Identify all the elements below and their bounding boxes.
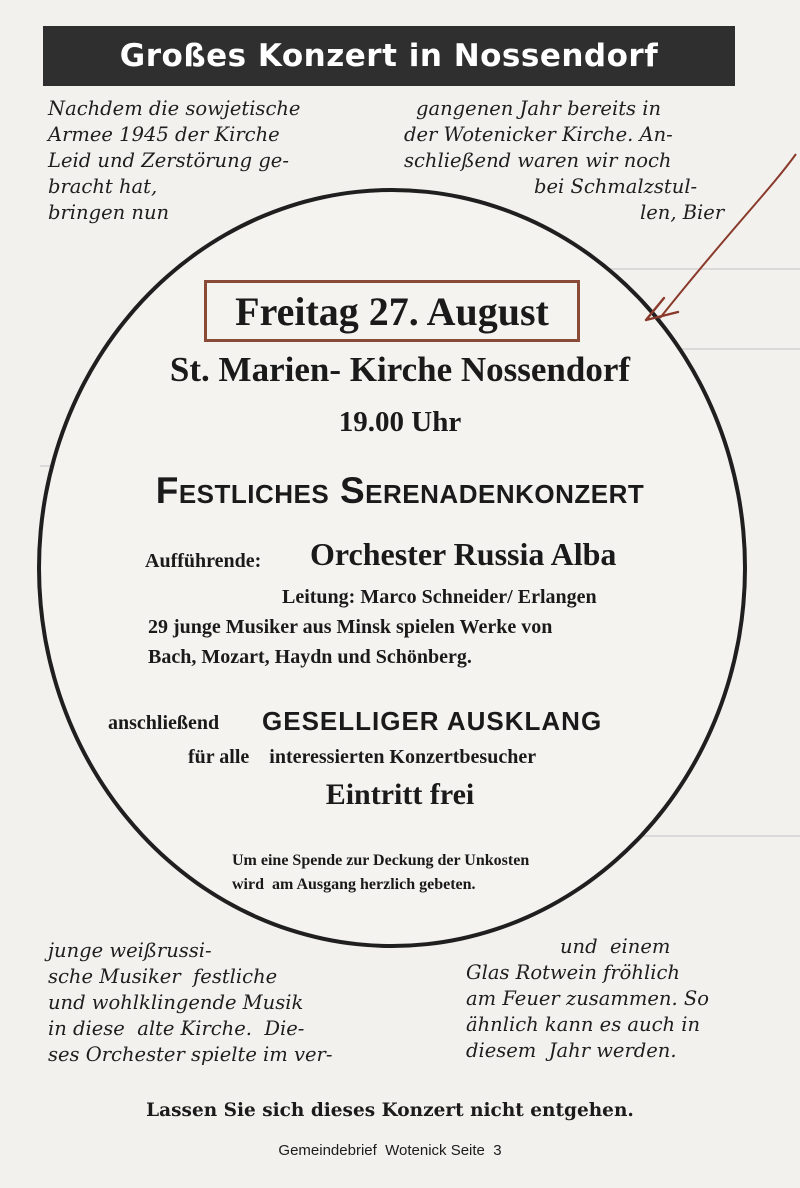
event-venue: St. Marien- Kirche Nossendorf [169, 350, 631, 389]
text-line: schließend waren wir noch [404, 149, 672, 172]
text-line: in diese alte Kirche. Die- [48, 1017, 305, 1040]
afterwards-title: GESELLIGER AUSKLANG [262, 706, 603, 736]
text-line: len, Bier [640, 201, 725, 224]
admission: Eintritt frei [325, 778, 475, 811]
afterwards-label: anschließend [108, 712, 220, 734]
text-line: gangenen Jahr bereits in [416, 97, 662, 120]
audience-line: für alle interessierten Konzertbesucher [188, 746, 537, 768]
text-line: am Feuer zusammen. So [466, 987, 709, 1010]
text-line: bracht hat, [48, 175, 158, 198]
text-line: bringen nun [48, 201, 170, 224]
donation-line: Um eine Spende zur Deckung der Unkosten [232, 852, 530, 869]
donation-line: wird am Ausgang herzlich gebeten. [232, 876, 476, 893]
text-line: Armee 1945 der Kirche [48, 123, 280, 146]
text-line: diesem Jahr werden. [466, 1039, 677, 1062]
text-line: ähnlich kann es auch in [466, 1013, 701, 1036]
event-time: 19.00 Uhr [338, 406, 462, 438]
program-line: Bach, Mozart, Haydn und Schönberg. [148, 646, 472, 668]
event-title: Festliches Serenadenkonzert [155, 470, 645, 511]
page-footer: Gemeindebrief Wotenick Seite 3 [278, 1142, 502, 1159]
text-line: und einem [560, 935, 671, 958]
hand-drawn-arrow-icon [620, 150, 800, 350]
text-line: junge weißrussi- [48, 939, 212, 962]
text-line: und wohlklingende Musik [48, 991, 304, 1014]
text-line: der Wotenicker Kirche. An- [404, 123, 673, 146]
program-line: 29 junge Musiker aus Minsk spielen Werke von [148, 616, 553, 638]
closing-line: Lassen Sie sich dieses Konzert nicht entgehen. [146, 1100, 634, 1121]
text-line: ses Orchester spielte im ver- [48, 1043, 333, 1066]
text-line: sche Musiker festliche [48, 965, 278, 988]
text-line: Leid und Zerstörung ge- [48, 149, 289, 172]
text-line: bei Schmalzstul- [534, 175, 698, 198]
conductor: Leitung: Marco Schneider/ Erlangen [282, 586, 597, 608]
orchestra-name: Orchester Russia Alba [310, 536, 617, 572]
page-title: Großes Konzert in Nossendorf [43, 26, 735, 86]
text-line: Glas Rotwein fröhlich [466, 961, 680, 984]
text-line: Nachdem die sowjetische [48, 97, 301, 120]
event-date: Freitag 27. August [204, 280, 580, 342]
performers-label: Aufführende: [145, 550, 262, 572]
